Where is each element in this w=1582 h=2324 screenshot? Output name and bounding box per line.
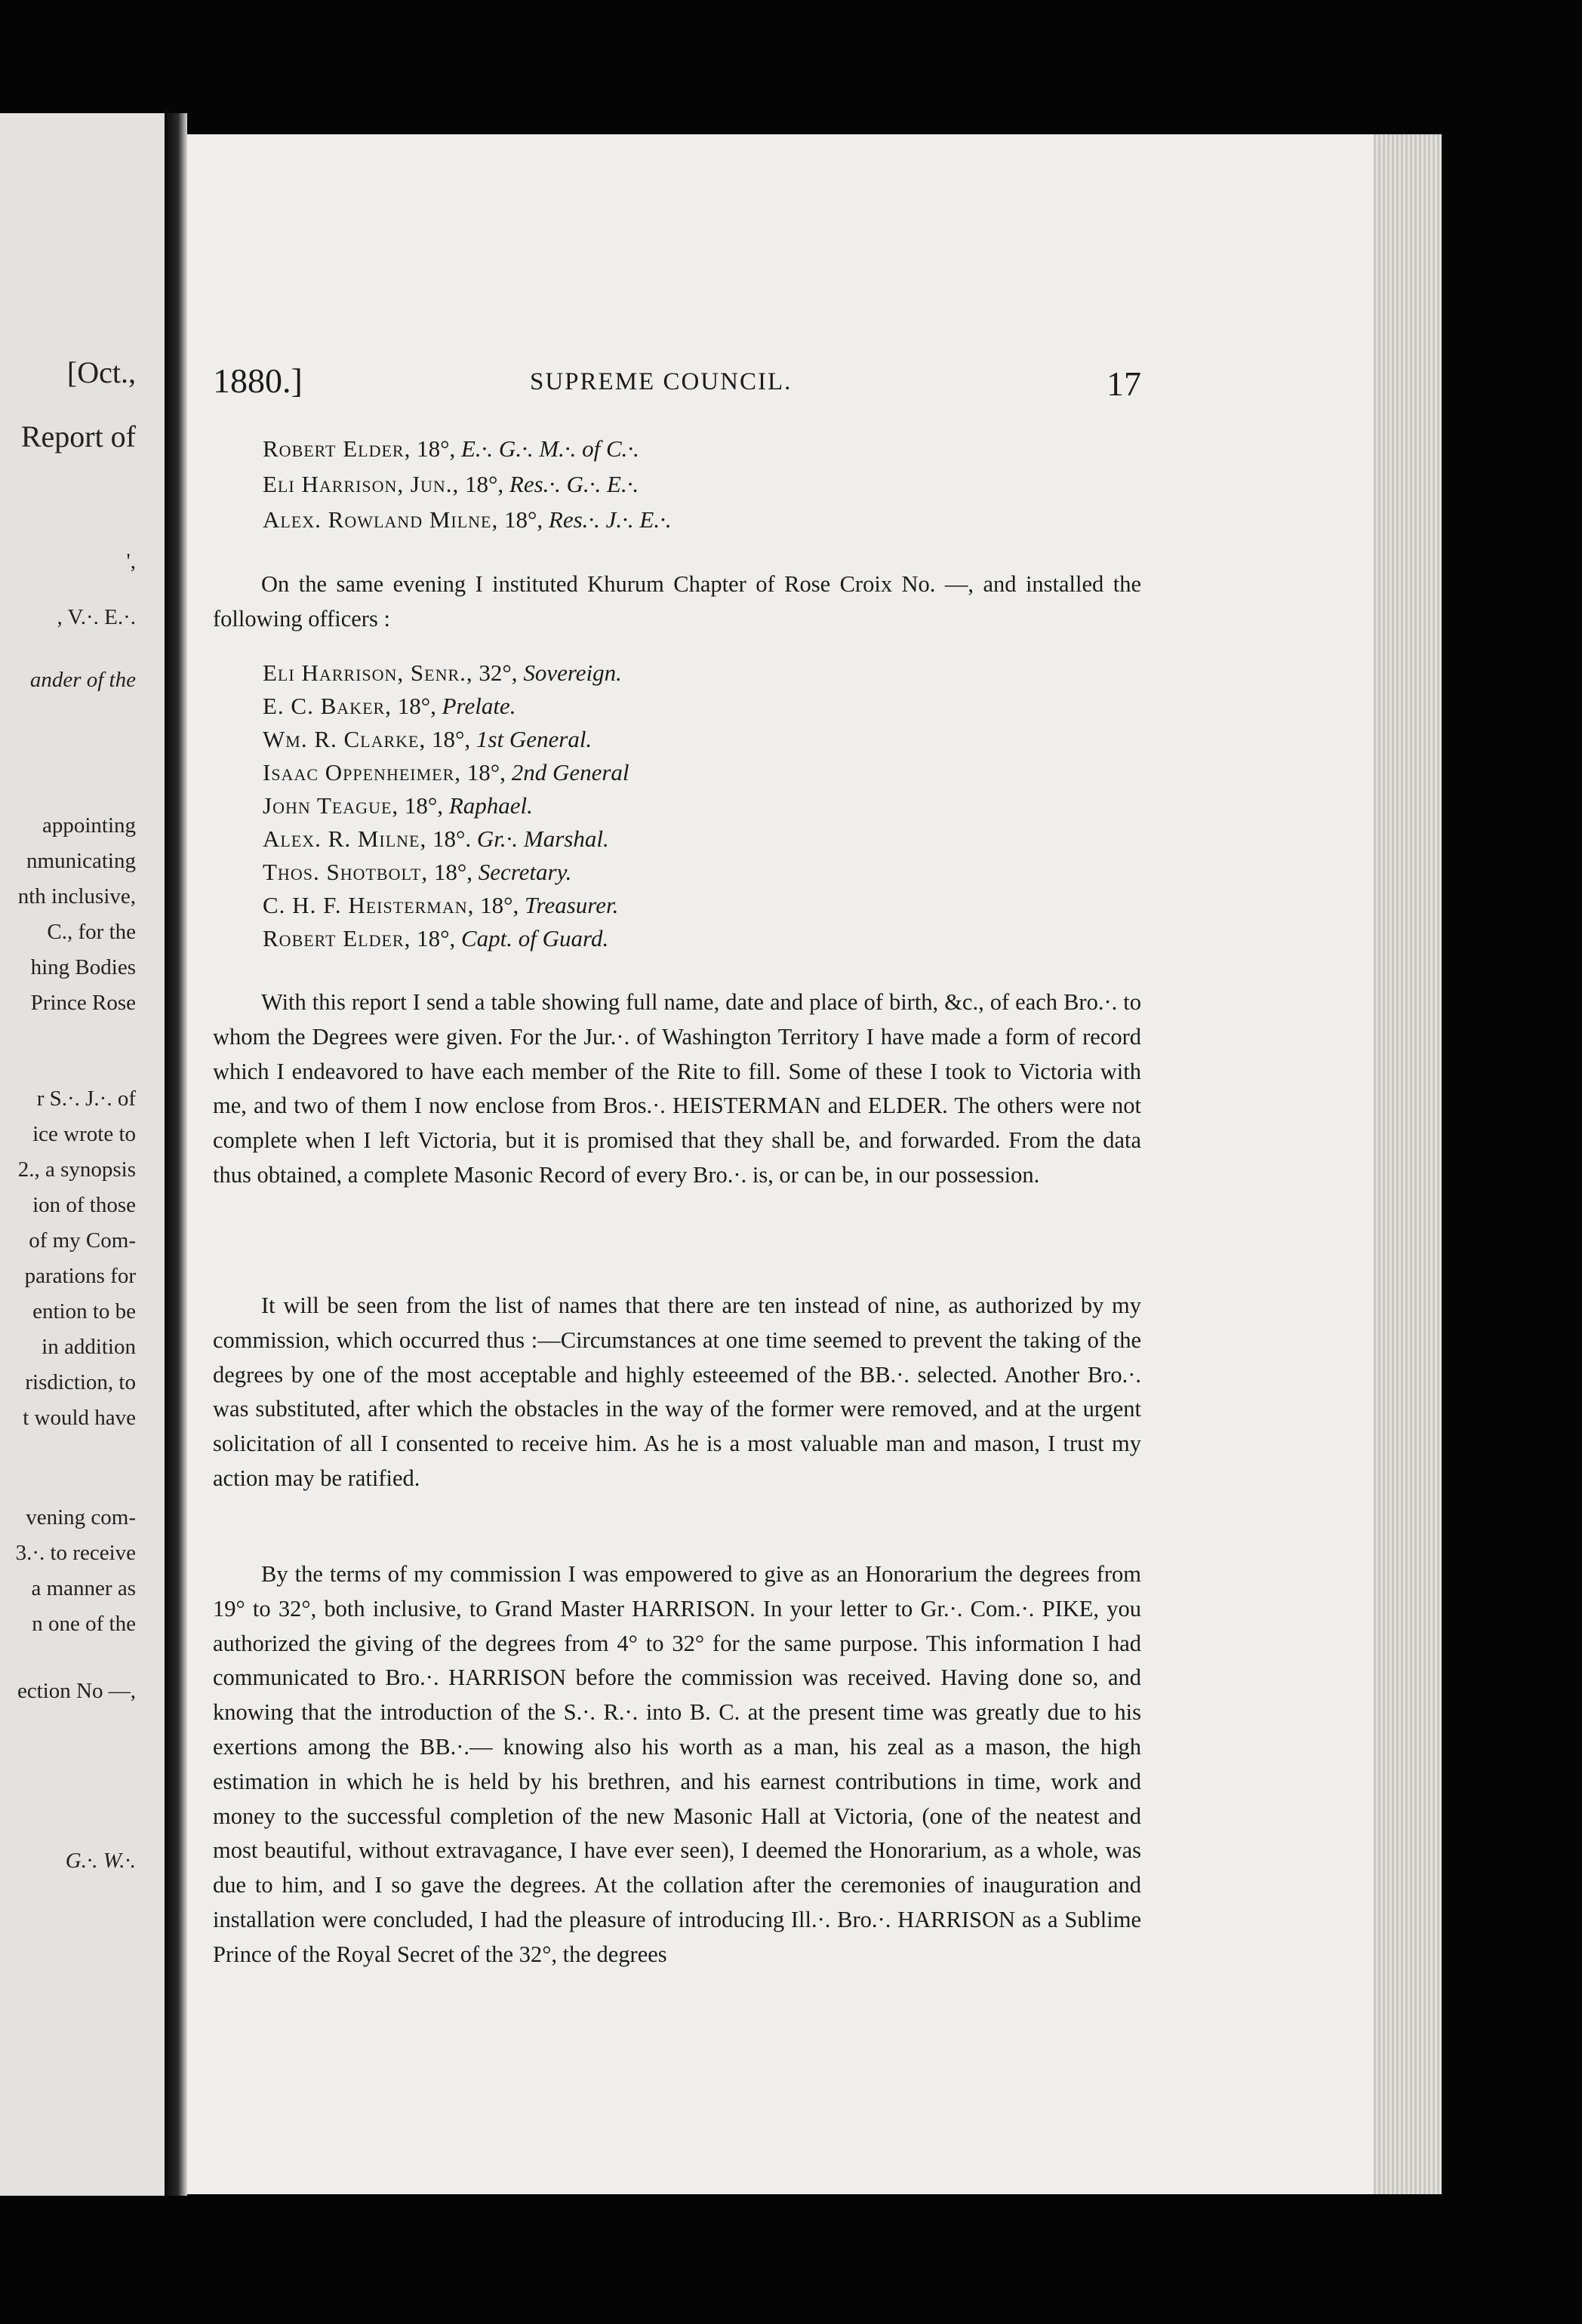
left-page-line: ', xyxy=(126,549,136,573)
left-page-line: Prince Rose xyxy=(30,991,136,1015)
officer-name: Alex. Rowland Milne, xyxy=(263,506,499,533)
left-page-line: r S.·. J.·. of xyxy=(36,1087,136,1111)
left-page-line: [Oct., xyxy=(66,355,136,389)
officer-degree: 18°, xyxy=(465,471,504,497)
officer-entry xyxy=(263,791,533,821)
left-page-line: ention to be xyxy=(32,1299,136,1323)
left-page-line: a manner as xyxy=(31,1576,136,1600)
officer-degree: 18°. xyxy=(432,825,472,852)
officer-entry xyxy=(263,691,516,721)
officer-rank: Res.·. G.·. E.·. xyxy=(509,471,639,497)
officer-rank: Prelate. xyxy=(442,693,516,719)
book-gutter xyxy=(165,113,187,2196)
officer-name: Robert Elder, xyxy=(263,435,411,462)
left-page-line: n one of the xyxy=(32,1612,136,1636)
left-page-line: in addition xyxy=(42,1335,136,1359)
officer-degree: 18°, xyxy=(397,693,436,719)
header-title: SUPREME COUNCIL. xyxy=(530,368,793,395)
left-page-line: , V.·. E.·. xyxy=(57,605,136,629)
left-page-line: t would have xyxy=(23,1406,136,1430)
page-number: 17 xyxy=(1106,364,1141,403)
officer-rank: Capt. of Guard. xyxy=(461,925,609,951)
officer-entry xyxy=(263,924,608,954)
officer-name: Eli Harrison, Senr., xyxy=(263,659,473,686)
officer-entry xyxy=(263,505,672,535)
officer-degree: 18°, xyxy=(417,435,456,462)
officer-entry xyxy=(263,469,639,500)
left-page-line: nmunicating xyxy=(26,849,136,873)
officer-entry xyxy=(263,890,618,921)
running-header xyxy=(213,361,1141,413)
left-page-line: ander of the xyxy=(29,668,136,692)
left-page-line: hing Bodies xyxy=(30,955,136,979)
officer-name: Robert Elder, xyxy=(263,925,411,951)
officer-degree: 18°, xyxy=(504,506,543,533)
left-page-line: vening com- xyxy=(26,1505,136,1529)
officer-rank: 2nd General xyxy=(511,759,629,785)
body-paragraph: With this report I send a table showing full name, date and place of birth, &c., of each Bro.·. to whom the Degrees were given. For the Jur.·. of Washington Territory I have made a form of record which I endeavored to have each member of the Rite to fill. Some of these I took to Victoria with me, and two of them I now enclose from Bros.·. HEISTERMAN and ELDER. The others were not complete when I left Victoria, but it is promised that they shall be, and forwarded. From the data thus obtained, a complete Masonic Record of every Bro.·. is, or can be, in our possession. xyxy=(213,989,1141,1188)
officer-degree: 18°, xyxy=(433,859,472,885)
officer-rank: Raphael. xyxy=(448,792,533,819)
left-page-line: ion of those xyxy=(32,1193,136,1217)
left-page-line: ection No —, xyxy=(17,1679,136,1703)
officer-rank: 1st General. xyxy=(476,726,592,752)
left-page-line: ice wrote to xyxy=(32,1122,136,1146)
officer-degree: 18°, xyxy=(480,892,519,918)
officer-name: C. H. F. Heisterman, xyxy=(263,892,475,918)
officer-entry xyxy=(263,857,571,887)
left-page-line: appointing xyxy=(42,813,136,838)
intro-paragraph: On the same evening I instituted Khurum Chapter of Rose Croix No. —, and installed the following officers : xyxy=(213,571,1141,632)
officer-entry xyxy=(263,724,592,755)
officer-rank: Sovereign. xyxy=(523,659,622,686)
officer-name: Alex. R. Milne, xyxy=(263,825,427,852)
officer-rank: Treasurer. xyxy=(525,892,619,918)
officer-entry xyxy=(263,658,622,688)
officer-name: Isaac Oppenheimer, xyxy=(263,759,462,785)
header-year: 1880.] xyxy=(213,361,303,400)
officer-entry xyxy=(263,434,639,464)
left-page-line: 2., a synopsis xyxy=(17,1157,136,1182)
officer-entry xyxy=(263,824,609,854)
page-edge xyxy=(1374,134,1442,2194)
body-paragraph: It will be seen from the list of names that there are ten instead of nine, as authorized by my commission, which occurred thus :—Circumstances at one time seemed to prevent the taking of the degrees by one of the most acceptable and highly esteeemed of the BB.·. selected. Another Bro.·. was substituted, after which the obstacles in the way of the former were removed, and at the urgent solicitation of all I consented to receive him. As he is a most valuable man and mason, I trust my action may be ratified. xyxy=(213,1293,1141,1491)
left-page-line: Report of xyxy=(20,420,136,453)
officer-rank: Gr.·. Marshal. xyxy=(476,825,609,852)
body-paragraph: By the terms of my commission I was empowered to give as an Honorarium the degrees from 19° to 32°, both inclusive, to Grand Master HARRISON. In your letter to Gr.·. Com.·. PIKE, you authorized the giving of the degrees from 4° to 32° for the same purpose. This information I had communicated to Bro.·. HARRISON before the commission was received. Having done so, and knowing that the introduction of the S.·. R.·. into B. C. at the present time was greatly due to his exertions among the BB.·.— knowing also his worth as a man, his zeal as a mason, the high estimation in which he is held by his brethren, and his earnest contributions in time, work and money to the successful completion of the new Masonic Hall at Victoria, (one of the neatest and most beautiful, without extravagance, I have ever seen), I deemed the Honorarium, as a whole, was due to him, and I so gave the degrees. At the collation after the ceremonies of inauguration and installation were concluded, I had the pleasure of introducing Ill.·. Bro.·. HARRISON as a Sublime Prince of the Royal Secret of the 32°, the degrees xyxy=(213,1561,1141,1967)
left-page-line: C., for the xyxy=(47,920,136,944)
officer-name: Wm. R. Clarke, xyxy=(263,726,426,752)
left-page-line: G.·. W.·. xyxy=(65,1849,136,1873)
officer-name: Eli Harrison, Jun., xyxy=(263,471,460,497)
officer-rank: Res.·. J.·. E.·. xyxy=(548,506,672,533)
left-page-fragment xyxy=(0,113,165,2196)
left-page-line: 3.·. to receive xyxy=(15,1541,136,1565)
left-page-line: of my Com- xyxy=(29,1228,136,1253)
left-page-line: nth inclusive, xyxy=(17,884,136,908)
left-page-line: parations for xyxy=(24,1264,136,1288)
officer-entry xyxy=(263,758,629,788)
officer-rank: Secretary. xyxy=(478,859,572,885)
officer-degree: 18°, xyxy=(417,925,456,951)
left-page-line: risdiction, to xyxy=(25,1370,136,1394)
officer-name: John Teague, xyxy=(263,792,399,819)
officer-name: E. C. Baker, xyxy=(263,693,392,719)
officer-name: Thos. Shotbolt, xyxy=(263,859,429,885)
officer-rank: E.·. G.·. M.·. of C.·. xyxy=(461,435,639,462)
officer-degree: 18°, xyxy=(432,726,471,752)
officer-degree: 18°, xyxy=(404,792,444,819)
officer-degree: 18°, xyxy=(466,759,506,785)
officer-degree: 32°, xyxy=(479,659,518,686)
